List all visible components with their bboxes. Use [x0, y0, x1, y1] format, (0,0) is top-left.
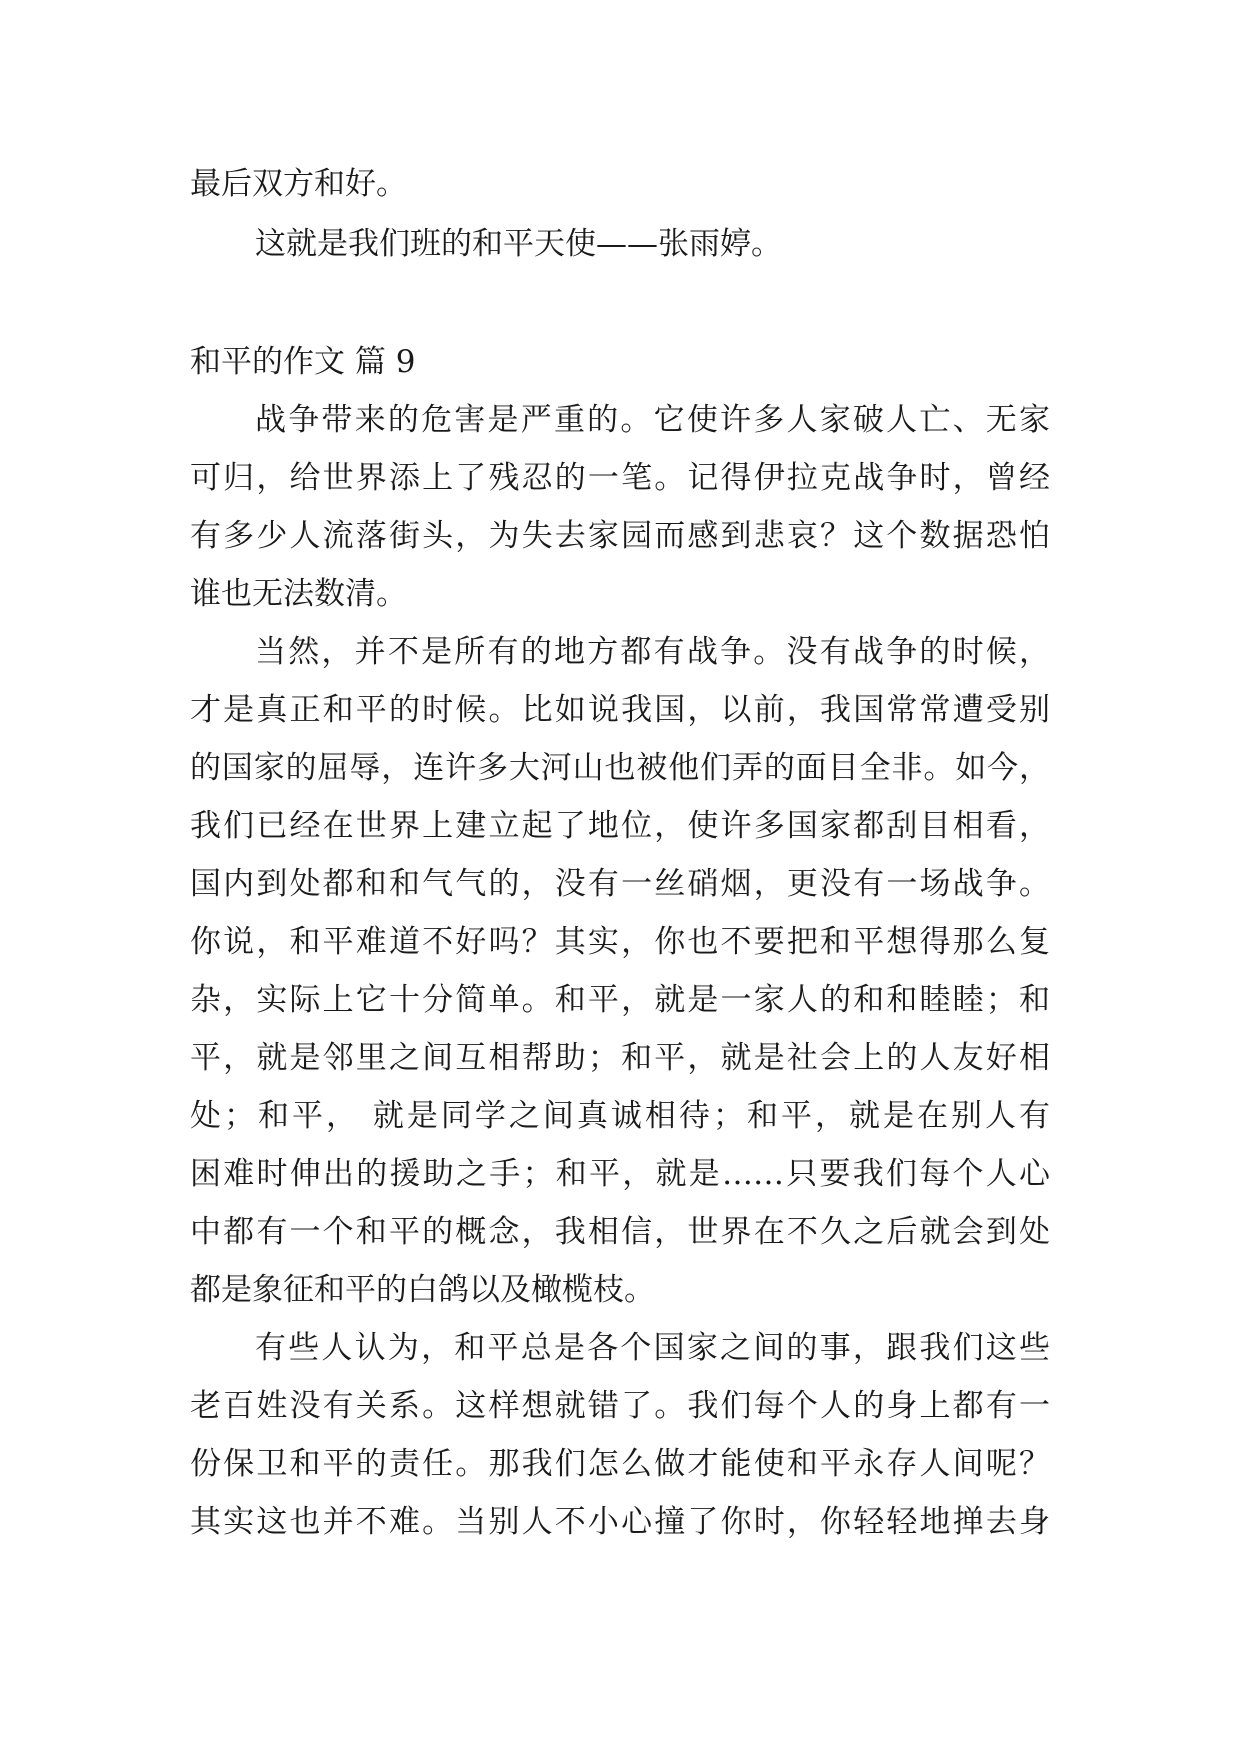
text-line: 有些人认为，和平总是各个国家之间的事，跟我们这些: [255, 1330, 1050, 1366]
text-line: 的国家的屈辱，连许多大河山也被他们弄的面目全非。如今，: [190, 750, 1050, 786]
section-heading: 和平的作文 篇 9: [190, 344, 416, 380]
text-line: 老百姓没有关系。这样想就错了。我们每个人的身上都有一: [190, 1388, 1050, 1424]
text-line: 平，就是邻里之间互相帮助；和平，就是社会上的人友好相: [190, 1040, 1050, 1076]
text-line: 处；和平， 就是同学之间真诚相待；和平，就是在别人有: [190, 1098, 1050, 1134]
text-line: 战争带来的危害是严重的。它使许多人家破人亡、无家: [255, 402, 1050, 438]
text-line: 杂，实际上它十分简单。和平，就是一家人的和和睦睦；和: [190, 982, 1050, 1018]
text-line: 份保卫和平的责任。那我们怎么做才能使和平永存人间呢？: [190, 1446, 1050, 1482]
text-line: 这就是我们班的和平天使——张雨婷。: [255, 226, 782, 262]
text-line: 其实这也并不难。当别人不小心撞了你时，你轻轻地掸去身: [190, 1504, 1050, 1540]
text-line: 都是象征和平的白鸽以及橄榄枝。: [190, 1272, 655, 1308]
text-line: 当然，并不是所有的地方都有战争。没有战争的时候，: [255, 634, 1050, 670]
text-line: 有多少人流落街头，为失去家园而感到悲哀？这个数据恐怕: [190, 518, 1050, 554]
text-line: 才是真正和平的时候。比如说我国，以前，我国常常遭受别: [190, 692, 1050, 728]
text-line: 国内到处都和和气气的，没有一丝硝烟，更没有一场战争。: [190, 866, 1050, 902]
text-line: 我们已经在世界上建立起了地位，使许多国家都刮目相看，: [190, 808, 1050, 844]
text-line: 你说，和平难道不好吗？其实，你也不要把和平想得那么复: [190, 924, 1050, 960]
text-line: 谁也无法数清。: [190, 576, 407, 612]
text-line: 可归，给世界添上了残忍的一笔。记得伊拉克战争时，曾经: [190, 460, 1050, 496]
text-line: 最后双方和好。: [190, 166, 407, 202]
text-line: 中都有一个和平的概念，我相信，世界在不久之后就会到处: [190, 1214, 1050, 1250]
text-line: 困难时伸出的援助之手；和平，就是……只要我们每个人心: [190, 1156, 1050, 1192]
